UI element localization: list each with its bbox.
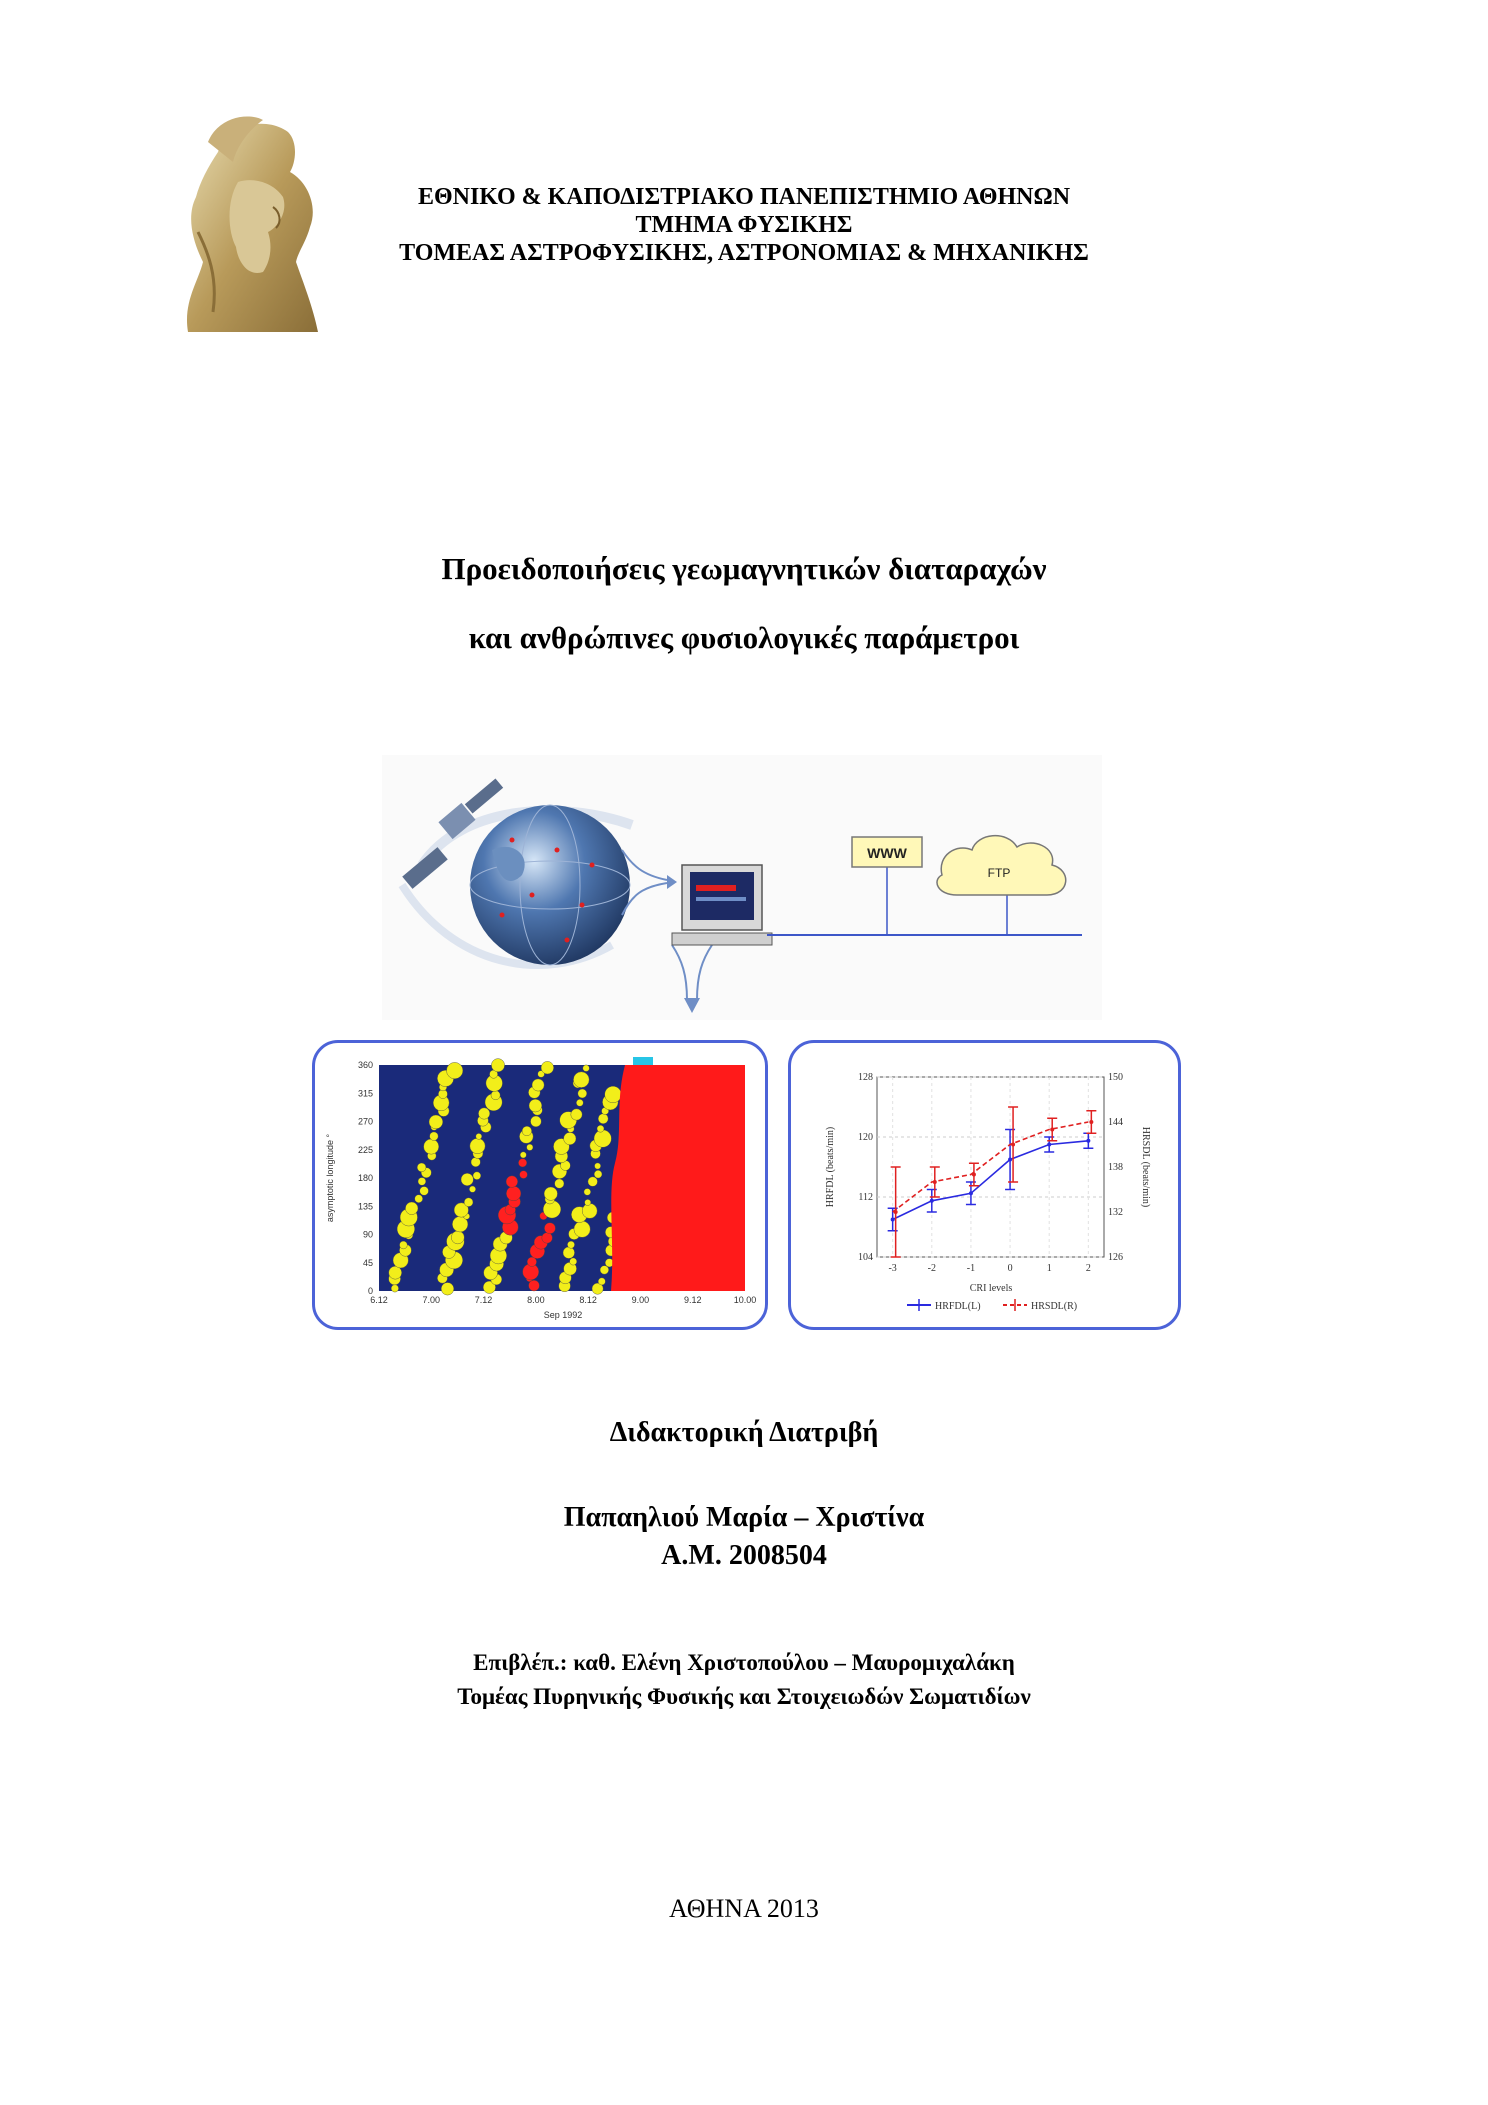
left-ytick-label: 180 bbox=[357, 1173, 373, 1183]
scatter-point bbox=[598, 1278, 605, 1285]
left-ytick-label: 225 bbox=[357, 1144, 373, 1155]
scatter-point bbox=[417, 1163, 426, 1172]
left-xtick-label: 7.00 bbox=[422, 1295, 441, 1305]
network-diagram bbox=[382, 755, 1102, 1020]
student-id: Α.Μ. 2008504 bbox=[661, 1540, 827, 1571]
data-point bbox=[891, 1218, 895, 1222]
scatter-point bbox=[585, 1199, 591, 1205]
xtick-label: -2 bbox=[927, 1263, 936, 1274]
scatter-point bbox=[588, 1177, 598, 1187]
scatter-point bbox=[595, 1163, 601, 1169]
left-xtick-label: 10.00 bbox=[733, 1295, 757, 1305]
left-chart-xlabel: Sep 1992 bbox=[543, 1310, 583, 1320]
scatter-point bbox=[578, 1089, 587, 1098]
data-point bbox=[1050, 1128, 1054, 1132]
scatter-point bbox=[478, 1108, 489, 1119]
legend-label-hrfdl: HRFDL(L) bbox=[935, 1301, 981, 1312]
scatter-point bbox=[576, 1099, 583, 1106]
data-point bbox=[1011, 1143, 1015, 1147]
scatter-point bbox=[441, 1283, 454, 1296]
supervisor-section: Τομέας Πυρηνικής Φυσικής και Στοιχειωδών Σωματιδίων bbox=[457, 1684, 1031, 1709]
scatter-point bbox=[429, 1115, 443, 1129]
scatter-point bbox=[529, 1280, 540, 1291]
scatter-point bbox=[544, 1187, 557, 1200]
scatter-point bbox=[418, 1178, 426, 1186]
thesis-title-line2: και ανθρώπινες φυσιολογικές παράμετροι bbox=[468, 620, 1020, 655]
ftp-label: FTP bbox=[987, 866, 1011, 880]
data-point bbox=[930, 1199, 934, 1203]
data-point bbox=[894, 1210, 898, 1214]
computer-icon bbox=[672, 865, 772, 945]
scatter-point bbox=[600, 1266, 609, 1275]
section-name: ΤΟΜΕΑΣ ΑΣΤΡΟΦΥΣΙΚΗΣ, ΑΣΤΡΟΝΟΜΙΑΣ & ΜΗΧΑΝΙΚΗΣ bbox=[399, 240, 1089, 266]
left-ytick-label: 360 bbox=[357, 1060, 373, 1070]
scatter-point bbox=[567, 1241, 574, 1248]
scatter-point bbox=[527, 1257, 536, 1266]
scatter-point bbox=[520, 1152, 526, 1158]
scatter-point bbox=[583, 1065, 590, 1072]
scatter-point bbox=[470, 1138, 485, 1153]
department-name: ΤΜΗΜΑ ΦΥΣΙΚΗΣ bbox=[635, 212, 853, 238]
thesis-title-line1: Προειδοποιήσεις γεωμαγνητικών διαταραχών bbox=[441, 551, 1047, 586]
legend-label-hrsdl: HRSDL(R) bbox=[1031, 1301, 1078, 1312]
scatter-point bbox=[522, 1126, 532, 1136]
scatter-point bbox=[527, 1144, 533, 1150]
scatter-point bbox=[506, 1186, 521, 1201]
plot-frame bbox=[877, 1077, 1104, 1257]
scatter-point bbox=[491, 1091, 500, 1100]
xtick-label: -3 bbox=[888, 1263, 897, 1274]
ytick-right-label: 132 bbox=[1108, 1207, 1123, 1218]
place-year: ΑΘΗΝΑ 2013 bbox=[669, 1894, 819, 1923]
ytick-right-label: 126 bbox=[1108, 1252, 1123, 1263]
scatter-point bbox=[424, 1139, 439, 1154]
scatter-point bbox=[574, 1221, 590, 1237]
left-ytick-label: 315 bbox=[357, 1088, 373, 1099]
scatter-point bbox=[447, 1062, 463, 1078]
supervisor-line: Επιβλέπ.: καθ. Ελένη Χριστοπούλου – Μαυρομιχαλάκη bbox=[473, 1650, 1015, 1675]
scatter-point bbox=[491, 1059, 504, 1072]
left-ytick-label: 135 bbox=[357, 1201, 373, 1212]
left-xtick-label: 6.12 bbox=[370, 1295, 388, 1305]
scatter-point bbox=[555, 1179, 564, 1188]
left-xtick-label: 7.12 bbox=[474, 1295, 493, 1305]
ytick-left-label: 128 bbox=[858, 1072, 873, 1083]
scatter-point bbox=[563, 1247, 575, 1259]
scatter-point bbox=[594, 1130, 611, 1147]
data-point bbox=[969, 1191, 973, 1195]
scatter-point bbox=[420, 1187, 429, 1196]
chart-legend bbox=[907, 1299, 1077, 1312]
scatter-point bbox=[473, 1172, 481, 1180]
scatter-point bbox=[389, 1266, 402, 1279]
scatter-point bbox=[573, 1072, 589, 1088]
scatter-point bbox=[544, 1223, 555, 1234]
scatter-point bbox=[584, 1189, 591, 1196]
ytick-left-label: 112 bbox=[858, 1192, 873, 1203]
data-point bbox=[933, 1180, 937, 1184]
globe-icon bbox=[470, 805, 630, 965]
author-name: Παπαηλιού Μαρία – Χριστίνα bbox=[563, 1502, 925, 1533]
scatter-point bbox=[476, 1133, 482, 1139]
left-xtick-label: 9.12 bbox=[683, 1295, 702, 1305]
scatter-point bbox=[391, 1285, 398, 1292]
scatter-point bbox=[564, 1132, 576, 1144]
left-xtick-label: 8.00 bbox=[527, 1295, 545, 1305]
scatter-point bbox=[605, 1086, 622, 1103]
scatter-point bbox=[471, 1157, 480, 1166]
scatter-point bbox=[451, 1231, 464, 1244]
ytick-left-label: 104 bbox=[858, 1252, 873, 1263]
chart-ylabel-right: HRSDL (beats/min) bbox=[1140, 1126, 1151, 1208]
scatter-point bbox=[518, 1159, 526, 1167]
data-point bbox=[972, 1173, 976, 1177]
scatter-point bbox=[570, 1258, 577, 1265]
xtick-label: 0 bbox=[1007, 1263, 1013, 1274]
scatter-point bbox=[571, 1109, 582, 1120]
red-region bbox=[611, 1065, 745, 1291]
scatter-point bbox=[400, 1241, 408, 1249]
scatter-point bbox=[461, 1173, 473, 1185]
left-ytick-label: 90 bbox=[362, 1229, 373, 1240]
ytick-left-label: 120 bbox=[858, 1132, 873, 1143]
scatter-point bbox=[542, 1233, 553, 1244]
scatter-point bbox=[464, 1198, 473, 1207]
marker-tag bbox=[633, 1057, 653, 1065]
left-chart-panel bbox=[312, 1040, 768, 1330]
scatter-point bbox=[469, 1186, 475, 1192]
right-chart-panel bbox=[788, 1040, 1181, 1330]
xtick-label: -1 bbox=[966, 1263, 976, 1274]
scatter-point bbox=[582, 1203, 597, 1218]
ytick-right-label: 144 bbox=[1108, 1117, 1123, 1128]
data-point bbox=[1086, 1139, 1090, 1143]
scatter-point bbox=[597, 1125, 604, 1132]
left-ytick-label: 0 bbox=[367, 1286, 373, 1296]
scatter-point bbox=[405, 1202, 418, 1215]
left-chart-ylabel: asymptotic longitude ° bbox=[325, 1133, 335, 1223]
chart-xlabel: CRI levels bbox=[969, 1283, 1013, 1294]
www-label: WWW bbox=[867, 845, 907, 861]
thesis-type: Διδακτορική Διατριβή bbox=[609, 1417, 879, 1448]
scatter-point bbox=[598, 1114, 608, 1124]
left-xtick-label: 8.12 bbox=[579, 1295, 597, 1305]
ytick-right-label: 138 bbox=[1108, 1162, 1123, 1173]
university-name: ΕΘΝΙΚΟ & ΚΑΠΟΔΙΣΤΡΙΑΚΟ ΠΑΝΕΠΙΣΤΗΜΙΟ ΑΘΗΝΩΝ bbox=[417, 184, 1071, 210]
left-ytick-label: 270 bbox=[357, 1116, 373, 1127]
scatter-point bbox=[520, 1171, 528, 1179]
scatter-point bbox=[532, 1079, 544, 1091]
scatter-point bbox=[430, 1132, 439, 1141]
scatter-point bbox=[529, 1099, 542, 1112]
xtick-label: 2 bbox=[1085, 1263, 1091, 1274]
left-xtick-label: 9.00 bbox=[631, 1295, 650, 1305]
scatter-point bbox=[594, 1170, 602, 1178]
data-point bbox=[1008, 1158, 1012, 1162]
ytick-right-label: 150 bbox=[1108, 1072, 1123, 1083]
scatter-point bbox=[541, 1061, 554, 1074]
data-point bbox=[1047, 1143, 1051, 1147]
scatter-point bbox=[506, 1176, 518, 1188]
scatter-point bbox=[531, 1116, 542, 1127]
data-point bbox=[1089, 1120, 1093, 1124]
left-ytick-label: 45 bbox=[362, 1257, 373, 1268]
scatter-point bbox=[415, 1195, 423, 1203]
xtick-label: 1 bbox=[1046, 1263, 1052, 1274]
chart-ylabel-left: HRFDL (beats/min) bbox=[825, 1126, 836, 1208]
